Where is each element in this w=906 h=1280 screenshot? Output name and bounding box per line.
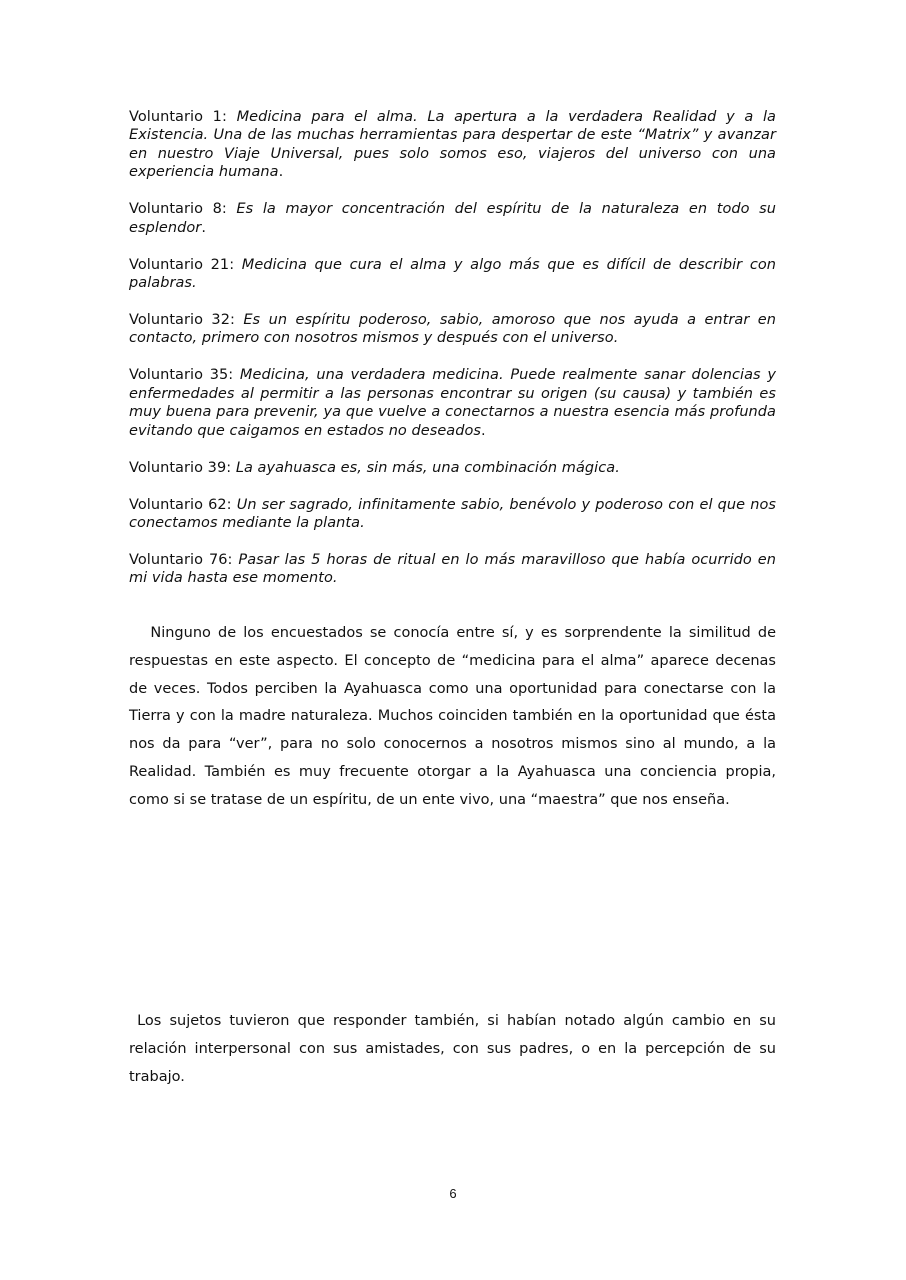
body-paragraph [129, 620, 776, 815]
paragraph-indent [129, 1013, 137, 1029]
quote-speaker: Voluntario 39: [129, 459, 236, 476]
quote-item [129, 311, 776, 348]
quote-text: Medicina que cura el alma y algo más que es difícil de describir con palabras. [129, 256, 776, 292]
quote-speaker: Voluntario 76: [129, 552, 239, 569]
quote-text: La ayahuasca es, sin más, una combinación mágica. [235, 459, 620, 476]
quote-text: Un ser sagrado, infinitamente sabio, benévolo y poderoso con el que nos conectamos mediante la planta. [129, 496, 777, 532]
quote-speaker: Voluntario 62: [129, 496, 237, 513]
quote-speaker: Voluntario 8: [129, 201, 237, 218]
quote-item [129, 366, 776, 440]
quote-text: Medicina, una verdadera medicina. Puede realmente sanar dolencias y enfermedades al permitir a las personas encontrar su origen (su causa) y también es muy buena para prevenir, ya que vuelve a conectarnos a nuestra esencia más profunda evitando que caigamos en estados no deseados [129, 367, 776, 439]
quote-speaker: Voluntario 21: [129, 256, 242, 273]
page-number: 6 [449, 1186, 457, 1201]
quote-item [129, 256, 776, 293]
paragraph-text: Ninguno de los encuestados se conocía entre sí, y es sorprendente la similitud de respuestas en este aspecto. El concepto de “medicina para el alma” aparece decenas de veces. Todos perciben la Ayahuasca como una oportunidad para conectarse con la Tierra y con la madre naturaleza. Muchos coinciden también en la oportunidad que ésta nos da para “ver”, para no solo conocernos a nosotros mismos sino al mundo, a la Realidad. También es muy frecuente otorgar a la Ayahuasca una conciencia propia, como si se tratase de un espíritu, de un ente vivo, una “maestra” que nos enseña. [129, 625, 776, 808]
quote-text: Es la mayor concentración del espíritu de la naturaleza en todo su esplendor [129, 201, 776, 236]
quote-text: Medicina para el alma. La apertura a la verdadera Realidad y a la Existencia. Una de las muchas herramientas para despertar de este “Matrix” y avanzar en nuestro Viaje Universal, pues solo somos eso, viajeros del universo con una experiencia humana [129, 109, 776, 181]
quote-text: Es un espíritu poderoso, sabio, amoroso que nos ayuda a entrar en contacto, primero con nosotros mismos y después con el universo. [129, 312, 776, 347]
paragraph-indent [129, 625, 150, 641]
quote-tail: . [278, 164, 284, 181]
quote-speaker: Voluntario 35: [129, 367, 240, 384]
quote-tail: . [201, 219, 206, 236]
quote-item [129, 108, 776, 182]
quote-item [129, 459, 776, 477]
volunteer-quotes [129, 108, 776, 606]
paragraph-text: Los sujetos tuvieron que responder también, si habían notado algún cambio en su relación interpersonal con sus amistades, con sus padres, o en la percepción de su trabajo. [129, 1013, 777, 1085]
quote-speaker: Voluntario 32: [129, 312, 244, 329]
quote-text: Pasar las 5 horas de ritual en lo más maravilloso que había ocurrido en mi vida hasta ese momento. [129, 552, 776, 587]
quote-tail: . [481, 422, 486, 439]
body-paragraph [129, 1008, 776, 1091]
quote-speaker: Voluntario 1: [129, 109, 237, 125]
quote-item [129, 200, 776, 237]
quote-item [129, 551, 776, 588]
quote-item [129, 496, 776, 533]
